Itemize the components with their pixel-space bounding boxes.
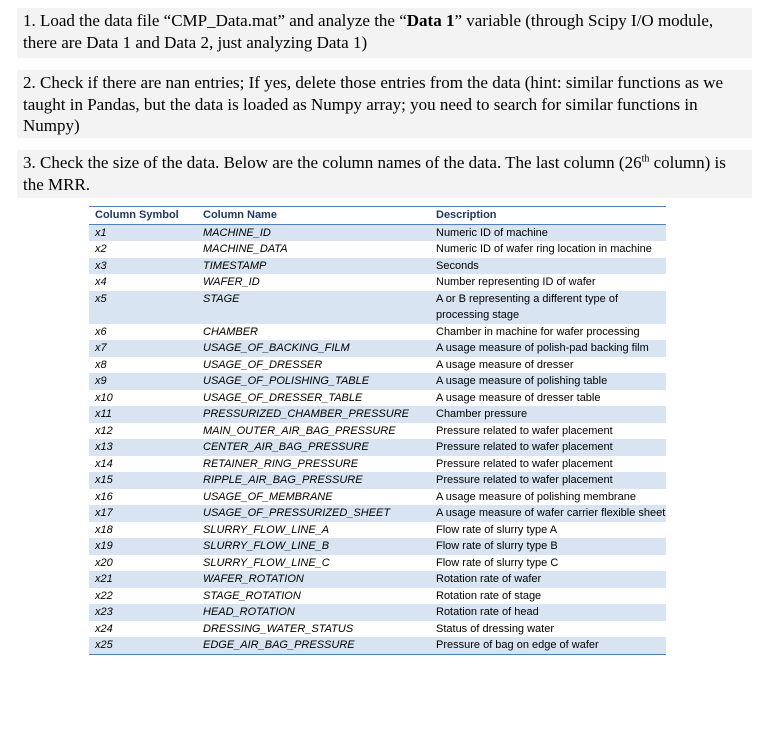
cell-description: A usage measure of wafer carrier flexible sheet xyxy=(430,505,666,522)
table-row xyxy=(89,588,666,605)
table-row xyxy=(89,423,666,440)
cell-description: Chamber in machine for wafer processing xyxy=(436,325,640,338)
cell-symbol: x7 xyxy=(89,340,197,357)
cell-column-name: DRESSING_WATER_STATUS xyxy=(203,622,354,635)
cell-symbol: x13 xyxy=(89,439,197,456)
cell-symbol: x24 xyxy=(95,622,113,635)
cell-description: Flow rate of slurry type B xyxy=(430,538,666,555)
cell-description: Status of dressing water xyxy=(436,622,555,635)
table-row xyxy=(89,621,666,638)
cell-description: Rotation rate of head xyxy=(430,604,666,621)
cell-symbol: x16 xyxy=(95,490,113,503)
table-row xyxy=(89,258,666,275)
cell-column-name: MACHINE_ID xyxy=(197,224,430,241)
cell-symbol: x25 xyxy=(89,637,197,654)
table-row xyxy=(89,373,666,390)
cell-symbol: x5 xyxy=(89,291,197,324)
data1-bold: Data 1 xyxy=(406,11,455,30)
cell-column-name: MACHINE_DATA xyxy=(203,243,288,255)
table-row xyxy=(89,505,666,522)
cell-symbol: x14 xyxy=(95,457,113,470)
table-row xyxy=(89,604,666,621)
cell-description: Chamber pressure xyxy=(430,406,666,423)
cell-symbol: x19 xyxy=(89,538,197,555)
cell-column-name: USAGE_OF_DRESSER_TABLE xyxy=(203,391,363,404)
cell-symbol: x11 xyxy=(89,406,197,423)
table-row xyxy=(89,291,666,324)
cell-description: Number representing ID of wafer xyxy=(436,276,596,288)
question-2: 2. Check if there are nan entries; If yes, delete those entries from the data (hint: similar functions as we taught in Pandas, but the data is loaded as Numpy array; you need to search for similar functions in Numpy) xyxy=(17,70,752,138)
cell-column-name: USAGE_OF_MEMBRANE xyxy=(203,490,333,503)
cell-symbol: x8 xyxy=(95,358,107,371)
cell-column-name: CHAMBER xyxy=(203,325,259,338)
cell-description: A usage measure of dresser xyxy=(436,358,574,371)
cell-column-name: SLURRY_FLOW_LINE_B xyxy=(197,538,430,555)
cell-column-name: USAGE_OF_POLISHING_TABLE xyxy=(197,373,430,390)
cell-description: A usage measure of polish-pad backing film xyxy=(430,340,666,357)
cell-symbol: x17 xyxy=(89,505,197,522)
cell-column-name: USAGE_OF_DRESSER xyxy=(203,358,323,371)
cell-symbol: x9 xyxy=(89,373,197,390)
cell-description: Rotation rate of stage xyxy=(436,589,542,602)
header-column-name: Column Name xyxy=(197,207,430,225)
cell-description: Flow rate of slurry type C xyxy=(436,556,559,569)
cell-description: Numeric ID of machine xyxy=(430,224,666,241)
cell-description: Pressure of bag on edge of wafer xyxy=(430,637,666,654)
header-column-symbol: Column Symbol xyxy=(89,207,197,225)
cell-column-name: TIMESTAMP xyxy=(197,258,430,275)
cell-symbol: x21 xyxy=(89,571,197,588)
cell-description: Pressure related to wafer placement xyxy=(436,457,613,470)
cell-column-name: USAGE_OF_BACKING_FILM xyxy=(197,340,430,357)
table-row xyxy=(89,637,666,654)
cell-column-name: EDGE_AIR_BAG_PRESSURE xyxy=(197,637,430,654)
column-table xyxy=(89,206,666,655)
cell-column-name: STAGE_ROTATION xyxy=(203,589,301,602)
cell-column-name: CENTER_AIR_BAG_PRESSURE xyxy=(197,439,430,456)
cell-symbol: x2 xyxy=(95,243,107,255)
cell-column-name: STAGE xyxy=(197,291,430,324)
table-row xyxy=(89,274,666,291)
cell-symbol: x12 xyxy=(95,424,113,437)
cell-column-name: WAFER_ID xyxy=(203,276,260,288)
cell-description: Numeric ID of wafer ring location in machine xyxy=(436,243,652,255)
cell-description: A usage measure of polishing membrane xyxy=(436,490,636,503)
table-row xyxy=(89,357,666,374)
cell-symbol: x3 xyxy=(89,258,197,275)
cell-column-name: SLURRY_FLOW_LINE_A xyxy=(203,523,330,536)
table-row xyxy=(89,241,666,258)
cell-column-name: WAFER_ROTATION xyxy=(197,571,430,588)
cell-symbol: x10 xyxy=(95,391,113,404)
cell-symbol: x6 xyxy=(95,325,107,338)
table-row xyxy=(89,472,666,489)
table-body xyxy=(89,224,666,654)
table-row xyxy=(89,224,666,241)
cell-symbol: x4 xyxy=(95,276,107,288)
cell-column-name: RETAINER_RING_PRESSURE xyxy=(203,457,359,470)
cell-description: Pressure related to wafer placement xyxy=(430,472,666,489)
table-row xyxy=(89,390,666,407)
cell-column-name: HEAD_ROTATION xyxy=(197,604,430,621)
table-row xyxy=(89,439,666,456)
table-header-row xyxy=(89,207,666,225)
question-1: 1. Load the data file “CMP_Data.mat” and analyze the “Data 1” variable (through Scipy I/O module, there are Data 1 and Data 2, just analyzing Data 1) xyxy=(17,8,752,58)
cell-symbol: x20 xyxy=(95,556,113,569)
cell-symbol: x22 xyxy=(95,589,113,602)
cell-column-name: MAIN_OUTER_AIR_BAG_PRESSURE xyxy=(203,424,396,437)
cell-column-name: SLURRY_FLOW_LINE_C xyxy=(203,556,330,569)
cell-column-name: RIPPLE_AIR_BAG_PRESSURE xyxy=(197,472,430,489)
table-row xyxy=(89,456,666,473)
cell-symbol: x1 xyxy=(89,224,197,241)
cell-description: Pressure related to wafer placement xyxy=(436,424,613,437)
cell-column-name: USAGE_OF_PRESSURIZED_SHEET xyxy=(197,505,430,522)
table-row xyxy=(89,406,666,423)
cell-symbol: x15 xyxy=(89,472,197,489)
question-3: 3. Check the size of the data. Below are the column names of the data. The last column (26th column) is the MRR. xyxy=(17,150,752,198)
cell-symbol: x18 xyxy=(95,523,113,536)
cell-description: A usage measure of polishing table xyxy=(430,373,666,390)
cell-column-name: PRESSURIZED_CHAMBER_PRESSURE xyxy=(197,406,430,423)
table-row xyxy=(89,555,666,572)
cell-description: Flow rate of slurry type A xyxy=(436,523,558,536)
table-row xyxy=(89,324,666,341)
cell-description: A or B representing a different type of processing stage xyxy=(430,291,666,324)
cell-symbol: x23 xyxy=(89,604,197,621)
table-row xyxy=(89,538,666,555)
table-row xyxy=(89,522,666,539)
table-row xyxy=(89,489,666,506)
header-description: Description xyxy=(430,207,666,225)
table-row xyxy=(89,571,666,588)
cell-description: A usage measure of dresser table xyxy=(436,391,601,404)
cell-description: Rotation rate of wafer xyxy=(430,571,666,588)
cell-description: Pressure related to wafer placement xyxy=(430,439,666,456)
table-row xyxy=(89,340,666,357)
cell-description: Seconds xyxy=(430,258,666,275)
